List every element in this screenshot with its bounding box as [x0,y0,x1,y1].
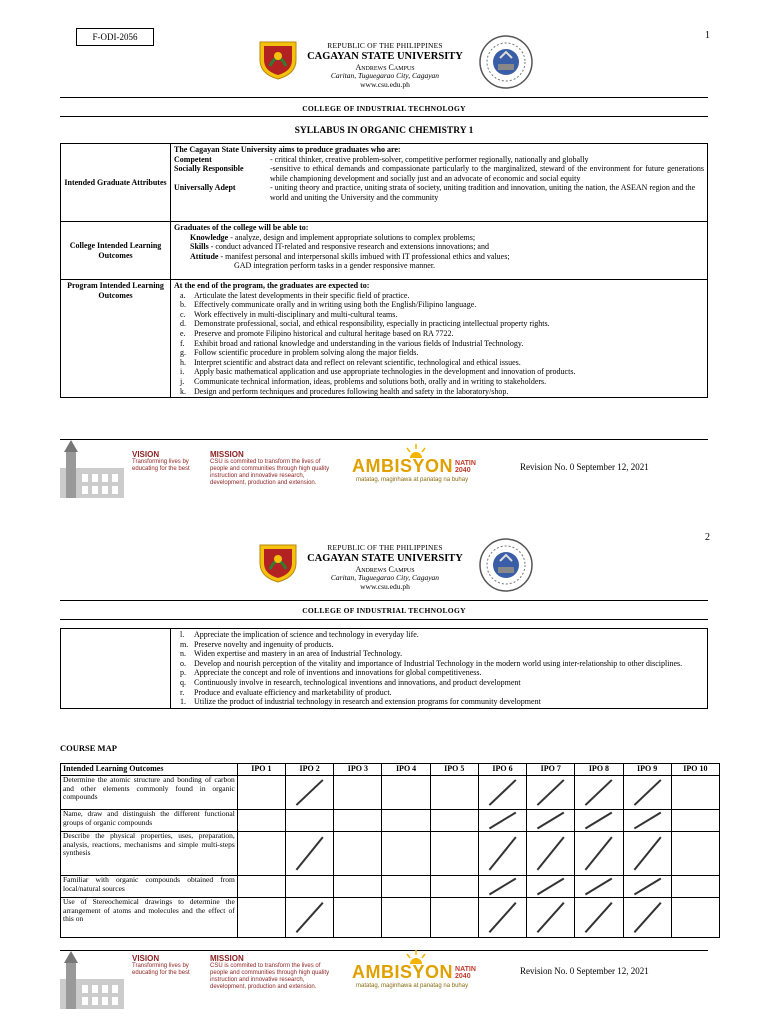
pilo-item-key: e. [180,328,186,338]
slash-mark-icon [624,876,671,897]
cilo-item [174,252,704,262]
pilo-item-key: q. [180,677,186,687]
mapping-mark-cell [286,776,334,810]
pilo-item [174,649,704,659]
ipo-column-header: IPO 2 [286,764,334,776]
slash-mark-line [489,837,515,870]
iga-term: Competent [174,154,212,164]
iga-item [174,164,704,183]
form-code: F-ODI-2056 [76,28,154,46]
mapping-mark-cell [623,898,671,938]
mission-text: CSU is commited to transform the lives of people and communities through high quality instruction and innovative research, development, production and extension. [210,459,330,486]
cilo-term: Skills [190,242,209,252]
pilo-item [174,291,704,301]
iga-content [171,144,708,222]
pilo-item [174,630,704,640]
pilo-item-key: b. [180,300,186,310]
slash-mark-line [537,903,563,933]
mapping-mark-cell [478,832,526,876]
mission-block [210,450,330,487]
mapping-empty-cell [430,776,478,810]
pilo-item-text: Interpret scientific and abstract data and reflect on relevant scientific, technological and ethical issues. [194,357,521,367]
pilo-item-key: k. [180,386,186,396]
slash-mark-icon [527,832,574,875]
slash-mark-line [634,837,660,870]
pilo-item-text: Apply basic mathematical application and use appropriate technologies in the development and innovation of products. [194,367,576,377]
mapping-empty-cell [430,876,478,898]
natin-text: NATIN [455,459,476,467]
university-name: CAGAYAN STATE UNIVERSITY [307,50,463,62]
vision-block [132,450,202,473]
revision-text: Revision No. 0 September 12, 2021 [520,462,649,472]
ipo-column-header: IPO 3 [334,764,382,776]
pilo-item-text: Utilize the product of industrial technology in research and extension programs for community development [194,697,541,707]
ipo-column-header: IPO 1 [237,764,285,776]
vision-title: VISION [132,954,160,963]
cilo-content [171,222,708,280]
pilo-list-continued [174,630,704,707]
ipo-column-header: IPO 9 [623,764,671,776]
pilo-item-key: h. [180,357,186,367]
iga-row [61,144,708,222]
pilo-item-key: l. [180,630,185,639]
mapping-empty-cell [382,832,430,876]
mapping-empty-cell [430,898,478,938]
iga-label: Intended Graduate Attributes [61,144,171,222]
campus-name: Andrews Campus [355,62,415,72]
website-link[interactable]: www.csu.edu.ph [360,79,410,89]
slash-mark-line [586,879,612,895]
slash-mark-line [489,879,515,895]
mapping-mark-cell [575,876,623,898]
pilo-item-text: Appreciate the implication of science and technology in everyday life. [194,630,419,639]
mission-title: MISSION [210,450,244,459]
slash-mark-icon [479,776,526,809]
outcomes-table [60,143,708,398]
mapping-mark-cell [623,876,671,898]
slash-mark-line [489,813,515,829]
course-map-title: COURSE MAP [60,743,117,753]
pilo-item [174,300,704,310]
cilo-gad: GAD integration perform tasks in a gender responsive manner. [234,261,436,271]
iga-intro: The Cagayan State University aims to produce graduates who are: [174,145,401,154]
pilo-item-key: r. [180,687,185,697]
pilo-content [171,280,708,398]
header-rule [60,116,708,117]
college-name: COLLEGE OF INDUSTRIAL TECHNOLOGY [302,606,466,615]
pilo-item-text: Preserve novelty and ingenuity of products. [194,639,334,649]
university-header [290,42,480,89]
year-text: 2040 [455,466,471,474]
mapping-empty-cell [334,776,382,810]
mapping-mark-cell [478,810,526,832]
mapping-mark-cell [575,776,623,810]
pilo-item [174,387,704,397]
pilo-item-key: j. [180,376,185,386]
slash-mark-icon [286,832,333,875]
syllabus-title: SYLLABUS IN ORGANIC CHEMISTRY 1 [294,126,474,136]
pilo-item-key: f. [180,338,185,348]
ambisyon-logo [352,950,482,989]
header-rule [60,619,708,620]
slash-mark-line [586,813,612,829]
cilo-label: College Intended Learning Outcomes [61,222,171,280]
vision-text: Transforming lives by educating for the best [132,459,190,472]
outcomes-table-continued [60,628,708,709]
pilo-list [174,291,704,397]
university-header [290,544,480,591]
slash-mark-icon [575,898,622,937]
slash-mark-line [537,813,563,829]
pilo-item-text: Preserve and promote Filipino historical and cultural heritage based on RA 7722. [194,328,454,338]
ambisyon-text: AMBISYON [352,456,454,476]
pilo-item [174,668,704,678]
header-rule [60,97,708,98]
ambisyon-text: AMBISYON [352,962,454,982]
mission-title: MISSION [210,954,244,963]
mapping-mark-cell [575,810,623,832]
pilo-label: Program Intended Learning Outcomes [61,280,171,398]
mapping-empty-cell [382,898,430,938]
mapping-empty-cell [671,832,719,876]
natin-text: NATIN [455,965,476,973]
ipo-column-header: IPO 4 [382,764,430,776]
pilo-item [174,348,704,358]
slash-mark-icon [624,898,671,937]
cilo-text: - manifest personal and interpersonal skills imbued with IT professional ethics and values; [218,251,510,261]
mapping-mark-cell [623,810,671,832]
tagline: matatag, maginhawa at panatag na buhay [356,983,469,989]
vision-title: VISION [132,450,160,459]
pilo-content-continued [171,629,708,709]
ilo-cell: Familiar with organic compounds obtained from local/natural sources [61,876,238,898]
pilo-item [174,310,704,320]
pilo-item-key: 1. [180,697,186,707]
pilo-item-text: Appreciate the concept and role of inventions and innovations for global competitiveness. [194,668,482,678]
mapping-empty-cell [237,876,285,898]
pilo-item-text: Demonstrate professional, social, and ethical responsibility, especially in practicing intellectual property rights. [194,319,550,329]
ilo-cell: Name, draw and distinguish the different functional groups of organic compounds [61,810,238,832]
pilo-item [174,659,704,669]
footer-rule [60,439,708,440]
pilo-item-key: m. [180,639,189,649]
slash-mark-line [489,780,515,805]
sun-icon [404,444,428,458]
ilo-column-header: Intended Learning Outcomes [61,764,238,776]
mapping-empty-cell [334,898,382,938]
mapping-mark-cell [478,876,526,898]
mapping-empty-cell [334,832,382,876]
mapping-empty-cell [430,810,478,832]
sun-icon [404,950,428,964]
mapping-empty-cell [237,832,285,876]
pilo-item [174,688,704,698]
slash-mark-icon [527,776,574,809]
pilo-item-text: Work effectively in multi-disciplinary and multi-cultural teams. [194,309,398,319]
slash-mark-icon [575,832,622,875]
campus-address: Caritan, Tuguegarao City, Cagayan [330,572,440,582]
mapping-empty-cell [382,876,430,898]
slash-mark-line [586,903,612,933]
course-map-row [61,776,720,810]
mapping-empty-cell [382,810,430,832]
vision-text: Transforming lives by educating for the best [132,963,190,976]
pilo-item-key: n. [180,649,186,659]
pilo-item-key: i. [180,367,185,377]
mapping-empty-cell [286,876,334,898]
mapping-empty-cell [237,776,285,810]
mapping-mark-cell [575,898,623,938]
mapping-mark-cell [575,832,623,876]
pilo-item-key: d. [180,319,186,329]
ipo-column-header: IPO 8 [575,764,623,776]
iga-item [174,183,704,202]
mapping-mark-cell [478,898,526,938]
slash-mark-icon [624,810,671,831]
iga-item [174,155,704,165]
vision-block [132,954,202,977]
year-text: 2040 [455,972,471,980]
building-image [60,951,124,1014]
pilo-item [174,358,704,368]
course-map-row [61,832,720,876]
cilo-text: - conduct advanced IT-related and responsive research and extensions innovations; and [208,242,489,252]
cilo-item [174,242,704,252]
pilo-item [174,678,704,688]
mapping-empty-cell [382,776,430,810]
pilo-item-text: Develop and nourish perception of the vitality and importance of Industrial Technology in the modern world using inter-relationship to other disciplines. [194,658,683,668]
campus-seal [478,537,534,598]
slash-mark-line [296,837,322,870]
slash-mark-line [634,780,660,805]
iga-term: Universally Adept [174,183,236,193]
pilo-item-text: Continuously involve in research, technological inventions and innovations, and product development [194,677,521,687]
course-map-row [61,810,720,832]
university-name: CAGAYAN STATE UNIVERSITY [307,552,463,564]
ipo-column-header: IPO 7 [527,764,575,776]
slash-mark-icon [527,876,574,897]
slash-mark-icon [479,898,526,937]
course-map-header-row [61,764,720,776]
campus-seal [478,34,534,95]
revision-text: Revision No. 0 September 12, 2021 [520,966,649,976]
slash-mark-line [489,903,515,933]
cilo-intro: Graduates of the college will be able to: [174,223,309,232]
pilo-item-text: Widen expertise and mastery in an area of Industrial Technology. [194,649,403,659]
mapping-mark-cell [527,776,575,810]
pilo-row [61,280,708,398]
mapping-empty-cell [430,832,478,876]
mapping-empty-cell [286,810,334,832]
pilo-item-text: Effectively communicate orally and in writing using both the English/Filipino language. [194,300,477,310]
iga-text: - critical thinker, creative problem-solver, competitive performer regionally, nationally and globally [270,154,589,164]
slash-mark-icon [286,776,333,809]
mapping-empty-cell [334,876,382,898]
ambisyon-logo [352,444,482,483]
building-image [60,440,124,503]
pilo-item [174,367,704,377]
mission-block [210,954,330,991]
slash-mark-line [537,879,563,895]
mapping-empty-cell [237,898,285,938]
mapping-mark-cell [527,898,575,938]
slash-mark-icon [575,776,622,809]
slash-mark-icon [479,876,526,897]
mapping-mark-cell [623,832,671,876]
pilo-item-key: p. [180,668,186,678]
header-rule [60,600,708,601]
mapping-empty-cell [334,810,382,832]
mapping-empty-cell [671,898,719,938]
website-link[interactable]: www.csu.edu.ph [360,581,410,591]
pilo-intro: At the end of the program, the graduates are expected to: [174,281,370,290]
slash-mark-icon [575,810,622,831]
slash-mark-line [537,837,563,870]
pilo-item [174,319,704,329]
pilo-item-key: c. [180,309,186,319]
tagline: matatag, maginhawa at panatag na buhay [356,477,469,483]
pilo-item-text: Produce and evaluate efficiency and marketability of product. [194,687,392,697]
pilo-item-key: o. [180,658,186,668]
pilo-item-text: Exhibit broad and rational knowledge and understanding in the various fields of Industrial Technology. [194,338,524,348]
slash-mark-icon [479,810,526,831]
slash-mark-line [586,780,612,805]
college-name: COLLEGE OF INDUSTRIAL TECHNOLOGY [302,104,466,113]
slash-mark-icon [286,898,333,937]
slash-mark-line [296,780,322,805]
course-map-body [61,776,720,938]
course-map-row [61,898,720,938]
ilo-cell: Describe the physical properties, uses, preparation, analysis, reactions, mechanisms and simple multi-steps synthesis [61,832,238,876]
pilo-item-text: Communicate technical information, ideas, problems and solutions both, orally and in writing to stakeholders. [194,376,547,386]
iga-term: Socially Responsible [174,164,244,174]
slash-mark-icon [624,776,671,809]
slash-mark-line [296,903,322,933]
slash-mark-icon [575,876,622,897]
pilo-item-key: a. [180,290,186,300]
iga-text: -sensitive to ethical demands and compassionate particularly to the marginalized, steward of the environment for future generations while championing development and socially just and an advocate of economic and social equity [270,164,704,183]
page-number: 1 [705,30,710,41]
ipo-column-header: IPO 6 [478,764,526,776]
slash-mark-icon [479,832,526,875]
republic-text: REPUBLIC OF THE PHILIPPINES [327,543,443,552]
slash-mark-icon [624,832,671,875]
ilo-cell: Use of Stereochemical drawings to determine the arrangement of atoms and molecules and the effect of this on [61,898,238,938]
pilo-item [174,697,704,707]
slash-mark-icon [527,810,574,831]
ipo-column-header: IPO 5 [430,764,478,776]
cilo-text: - analyze, design and implement appropriate solutions to complex problems; [228,232,476,242]
page-number: 2 [705,532,710,543]
mapping-mark-cell [623,776,671,810]
slash-mark-icon [527,898,574,937]
course-map-row [61,876,720,898]
mapping-empty-cell [671,776,719,810]
slash-mark-line [634,879,660,895]
ipo-column-header: IPO 10 [671,764,719,776]
iga-text: - uniting theory and practice, uniting strata of society, uniting tradition and innovation, uniting the nation, the ASEAN region and the world and uniting the University and the community [270,183,696,202]
slash-mark-line [586,837,612,870]
pilo-item [174,377,704,387]
ilo-cell: Determine the atomic structure and bonding of carbon and other elements commonly found in organic compounds [61,776,238,810]
republic-text: REPUBLIC OF THE PHILIPPINES [327,41,443,50]
cilo-term: Knowledge [190,232,229,242]
mapping-empty-cell [237,810,285,832]
cilo-row [61,222,708,280]
pilo-item [174,339,704,349]
pilo-item-text: Follow scientific procedure in problem solving along the major fields. [194,348,419,358]
mapping-empty-cell [671,876,719,898]
campus-name: Andrews Campus [355,564,415,574]
mapping-mark-cell [478,776,526,810]
cilo-term: Attitude [190,251,219,261]
slash-mark-line [537,780,563,805]
course-map-table [60,763,720,938]
pilo-item-key: g. [180,348,186,358]
mapping-mark-cell [527,876,575,898]
mapping-mark-cell [527,810,575,832]
pilo-item-text: Articulate the latest developments in their specific field of practice. [194,290,410,300]
mapping-mark-cell [286,832,334,876]
slash-mark-line [634,903,660,933]
pilo-row-continued [61,629,708,709]
mission-text: CSU is commited to transform the lives of people and communities through high quality instruction and innovative research, development, production and extension. [210,963,330,990]
mapping-mark-cell [527,832,575,876]
pilo-item-text: Design and perform techniques and procedures following health and safety in the laboratory/shop. [194,386,509,396]
mapping-mark-cell [286,898,334,938]
pilo-item [174,329,704,339]
campus-address: Caritan, Tuguegarao City, Cagayan [330,70,440,80]
slash-mark-line [634,813,660,829]
pilo-item [174,640,704,650]
pilo-label-empty [61,629,171,709]
mapping-empty-cell [671,810,719,832]
cilo-item [174,233,704,243]
